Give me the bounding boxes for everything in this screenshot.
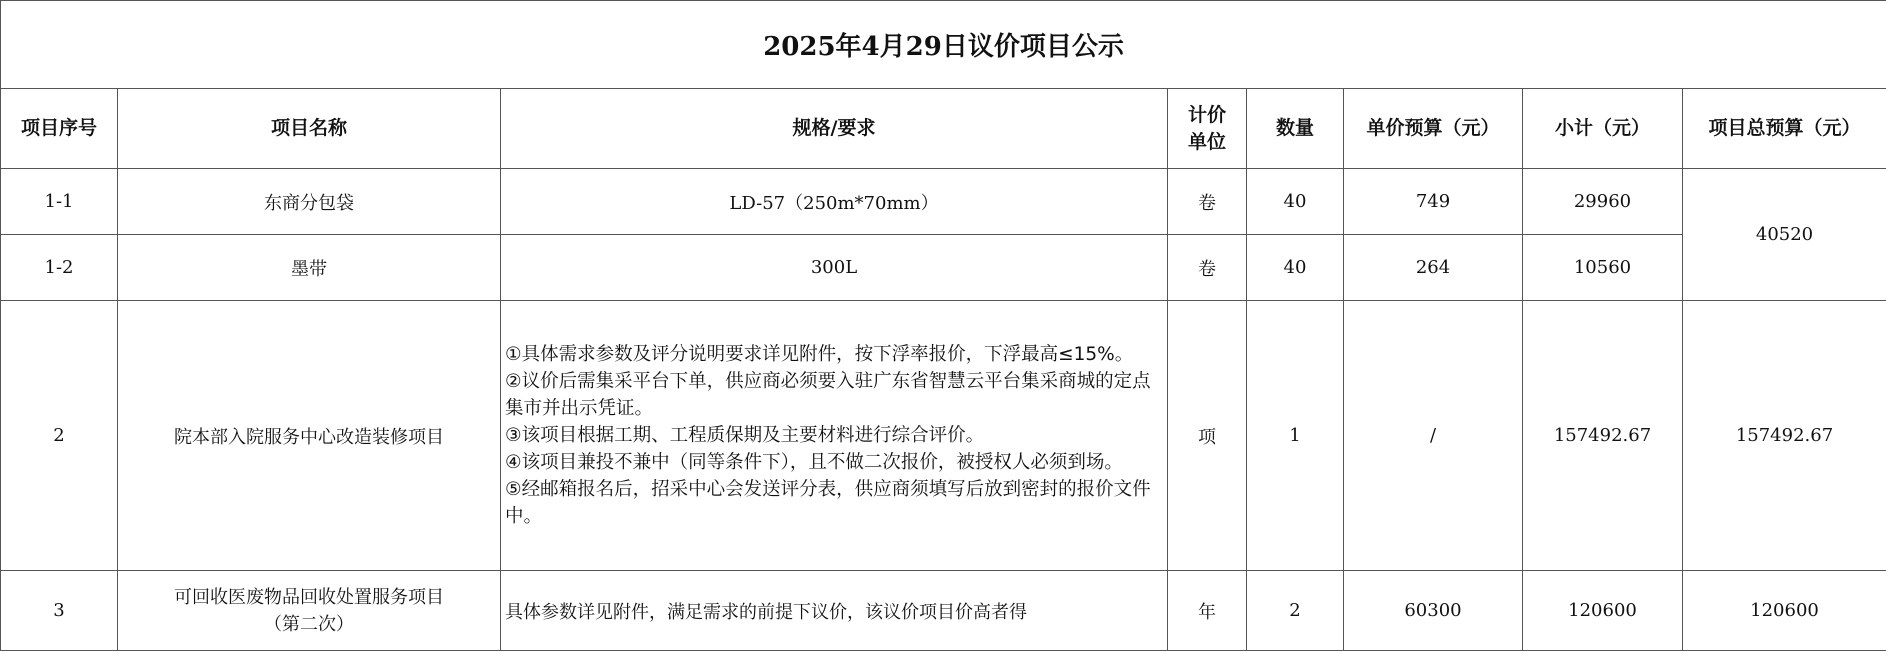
cell-unit: 项 — [1168, 301, 1247, 571]
cell-spec: 具体参数详见附件，满足需求的前提下议价，该议价项目价高者得 — [501, 571, 1168, 651]
cell-unit: 卷 — [1168, 169, 1247, 235]
spec-line: ①具体需求参数及评分说明要求详见附件，按下浮率报价，下浮最高≤15%。 — [505, 344, 1134, 365]
cell-qty: 1 — [1247, 301, 1344, 571]
header-name: 项目名称 — [118, 89, 501, 169]
cell-spec: 300L — [501, 235, 1168, 301]
header-unit-budget: 单价预算（元） — [1344, 89, 1523, 169]
cell-spec: LD-57（250m*70mm） — [501, 169, 1168, 235]
spec-line: ②议价后需集采平台下单，供应商必须要入驻广东省智慧云平台集采商城的定点集市并出示凭证。 — [505, 371, 1151, 419]
header-unit-line1: 计价 — [1187, 103, 1226, 126]
header-subtotal: 小计（元） — [1523, 89, 1683, 169]
cell-subtotal: 29960 — [1523, 169, 1683, 235]
cell-qty: 40 — [1247, 235, 1344, 301]
header-qty: 数量 — [1247, 89, 1344, 169]
cell-subtotal: 10560 — [1523, 235, 1683, 301]
cell-unit-budget: 60300 — [1344, 571, 1523, 651]
spec-line: ③该项目根据工期、工程质保期及主要材料进行综合评价。 — [505, 425, 985, 446]
header-row — [1, 89, 1886, 169]
cell-spec — [501, 301, 1168, 571]
table-row — [1, 169, 1886, 235]
cell-unit: 年 — [1168, 571, 1247, 651]
table-row — [1, 235, 1886, 301]
header-unit — [1168, 89, 1247, 169]
page-title: 2025年4月29日议价项目公示 — [1, 1, 1886, 89]
cell-name: 墨带 — [118, 235, 501, 301]
table-row — [1, 571, 1886, 651]
header-seq: 项目序号 — [1, 89, 118, 169]
cell-qty: 2 — [1247, 571, 1344, 651]
cell-unit-budget: 264 — [1344, 235, 1523, 301]
cell-total-budget: 40520 — [1683, 169, 1886, 301]
cell-name: 东商分包袋 — [118, 169, 501, 235]
cell-subtotal: 157492.67 — [1523, 301, 1683, 571]
cell-subtotal: 120600 — [1523, 571, 1683, 651]
cell-seq: 1-2 — [1, 235, 118, 301]
header-unit-line2: 单位 — [1187, 130, 1226, 153]
cell-name: 院本部入院服务中心改造装修项目 — [118, 301, 501, 571]
header-spec: 规格/要求 — [501, 89, 1168, 169]
spec-line: ⑤经邮箱报名后，招采中心会发送评分表，供应商须填写后放到密封的报价文件中。 — [505, 479, 1151, 527]
cell-name — [118, 571, 501, 651]
header-total-budget: 项目总预算（元） — [1683, 89, 1886, 169]
cell-qty: 40 — [1247, 169, 1344, 235]
cell-total-budget: 120600 — [1683, 571, 1886, 651]
cell-seq: 2 — [1, 301, 118, 571]
cell-total-budget: 157492.67 — [1683, 301, 1886, 571]
spec-line: ④该项目兼投不兼中（同等条件下），且不做二次报价，被授权人必须到场。 — [505, 452, 1123, 473]
table-row — [1, 301, 1886, 571]
cell-seq: 3 — [1, 571, 118, 651]
cell-unit-budget: 749 — [1344, 169, 1523, 235]
cell-unit-budget: / — [1344, 301, 1523, 571]
cell-name-line2: （第二次） — [264, 613, 354, 635]
cell-name-line1: 可回收医废物品回收处置服务项目 — [174, 586, 444, 608]
cell-seq: 1-1 — [1, 169, 118, 235]
cell-unit: 卷 — [1168, 235, 1247, 301]
